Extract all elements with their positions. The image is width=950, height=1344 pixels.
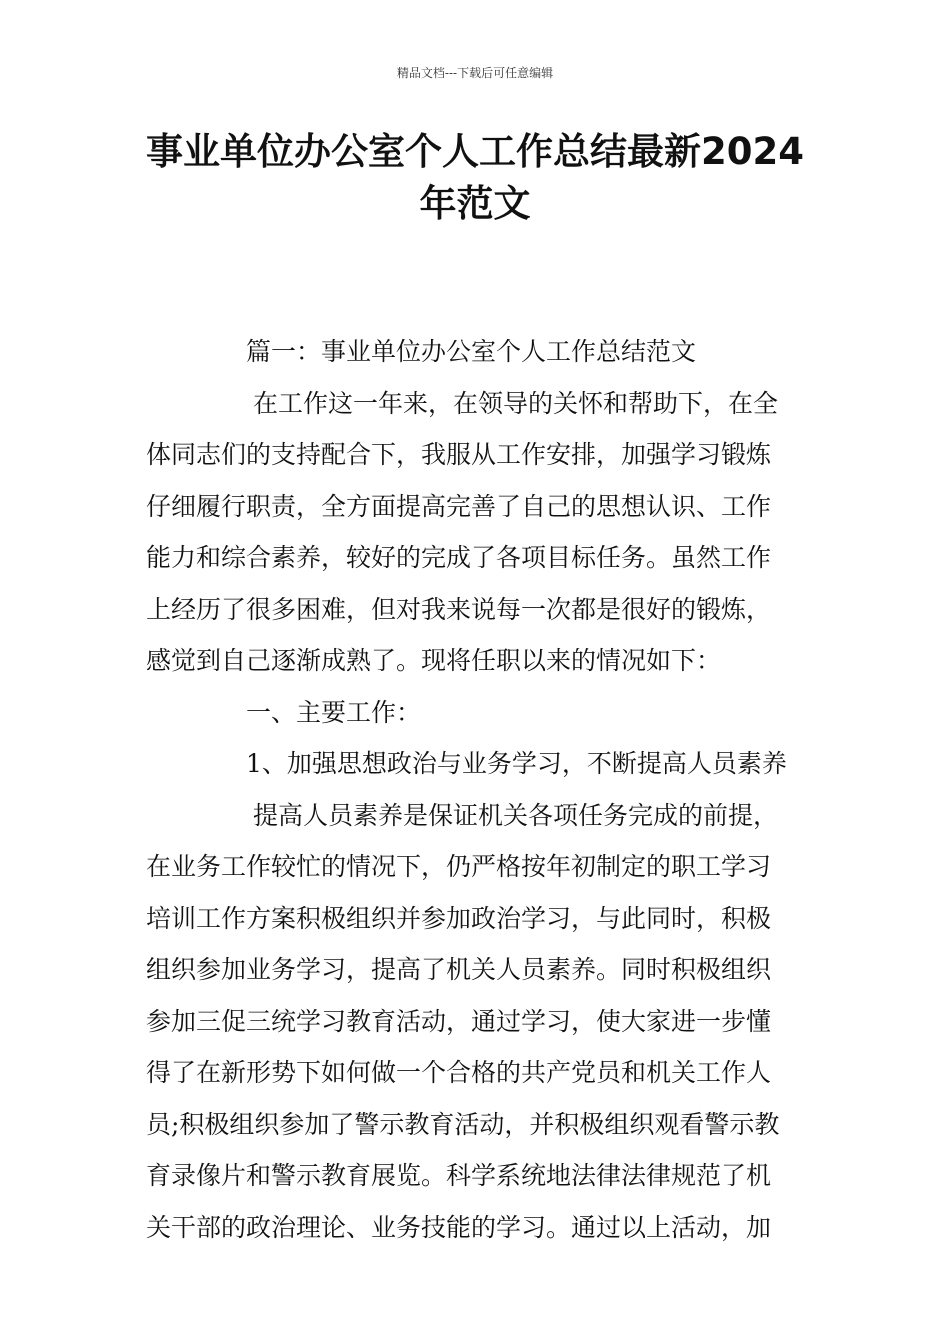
paragraph-line: 员;积极组织参加了警示教育活动，并积极组织观看警示教 (146, 1109, 780, 1139)
paragraph-line: 培训工作方案积极组织并参加政治学习，与此同时，积极 (146, 903, 772, 933)
paragraph-line: 提高人员素养是保证机关各项任务完成的前提， (253, 800, 779, 830)
page-header-note: 精品文档---下载后可任意编辑 (396, 66, 554, 80)
paragraph-line: 上经历了很多困难，但对我来说每一次都是很好的锻炼， (146, 594, 772, 624)
paragraph-line: 能力和综合素养，较好的完成了各项目标任务。虽然工作 (146, 543, 772, 572)
paragraph-line: 参加三促三统学习教育活动，通过学习，使大家进一步懂 (146, 1006, 772, 1036)
document-title-line-2: 年范文 (419, 182, 531, 225)
paragraph-line: 得了在新形势下如何做一个合格的共产党员和机关工作人 (146, 1058, 772, 1087)
document-title-line-1: 事业单位办公室个人工作总结最新2024 (146, 130, 804, 173)
paragraph-line: 仔细履行职责，全方面提高完善了自己的思想认识、工作 (146, 491, 772, 521)
paragraph-line: 育录像片和警示教育展览。科学系统地法律法律规范了机 (146, 1161, 772, 1190)
document-title (120, 126, 830, 230)
paragraph-line: 体同志们的支持配合下，我服从工作安排，加强学习锻炼 (146, 440, 772, 469)
paragraph-line: 组织参加业务学习，提高了机关人员素养。同时积极组织 (146, 955, 772, 984)
paragraph-line: 在工作这一年来，在领导的关怀和帮助下，在全 (253, 388, 779, 418)
subsection-heading: 一、主要工作： (246, 697, 422, 727)
item-heading: 1、加强思想政治与业务学习，不断提高人员素养 (246, 749, 787, 778)
paragraph-line: 关干部的政治理论、业务技能的学习。通过以上活动，加 (146, 1212, 772, 1242)
paragraph-line: 感觉到自己逐渐成熟了。现将任职以来的情况如下： (146, 646, 722, 675)
section-heading: 篇一：事业单位办公室个人工作总结范文 (246, 337, 697, 366)
document-body (146, 326, 808, 1253)
paragraph-line: 在业务工作较忙的情况下，仍严格按年初制定的职工学习 (146, 852, 772, 881)
